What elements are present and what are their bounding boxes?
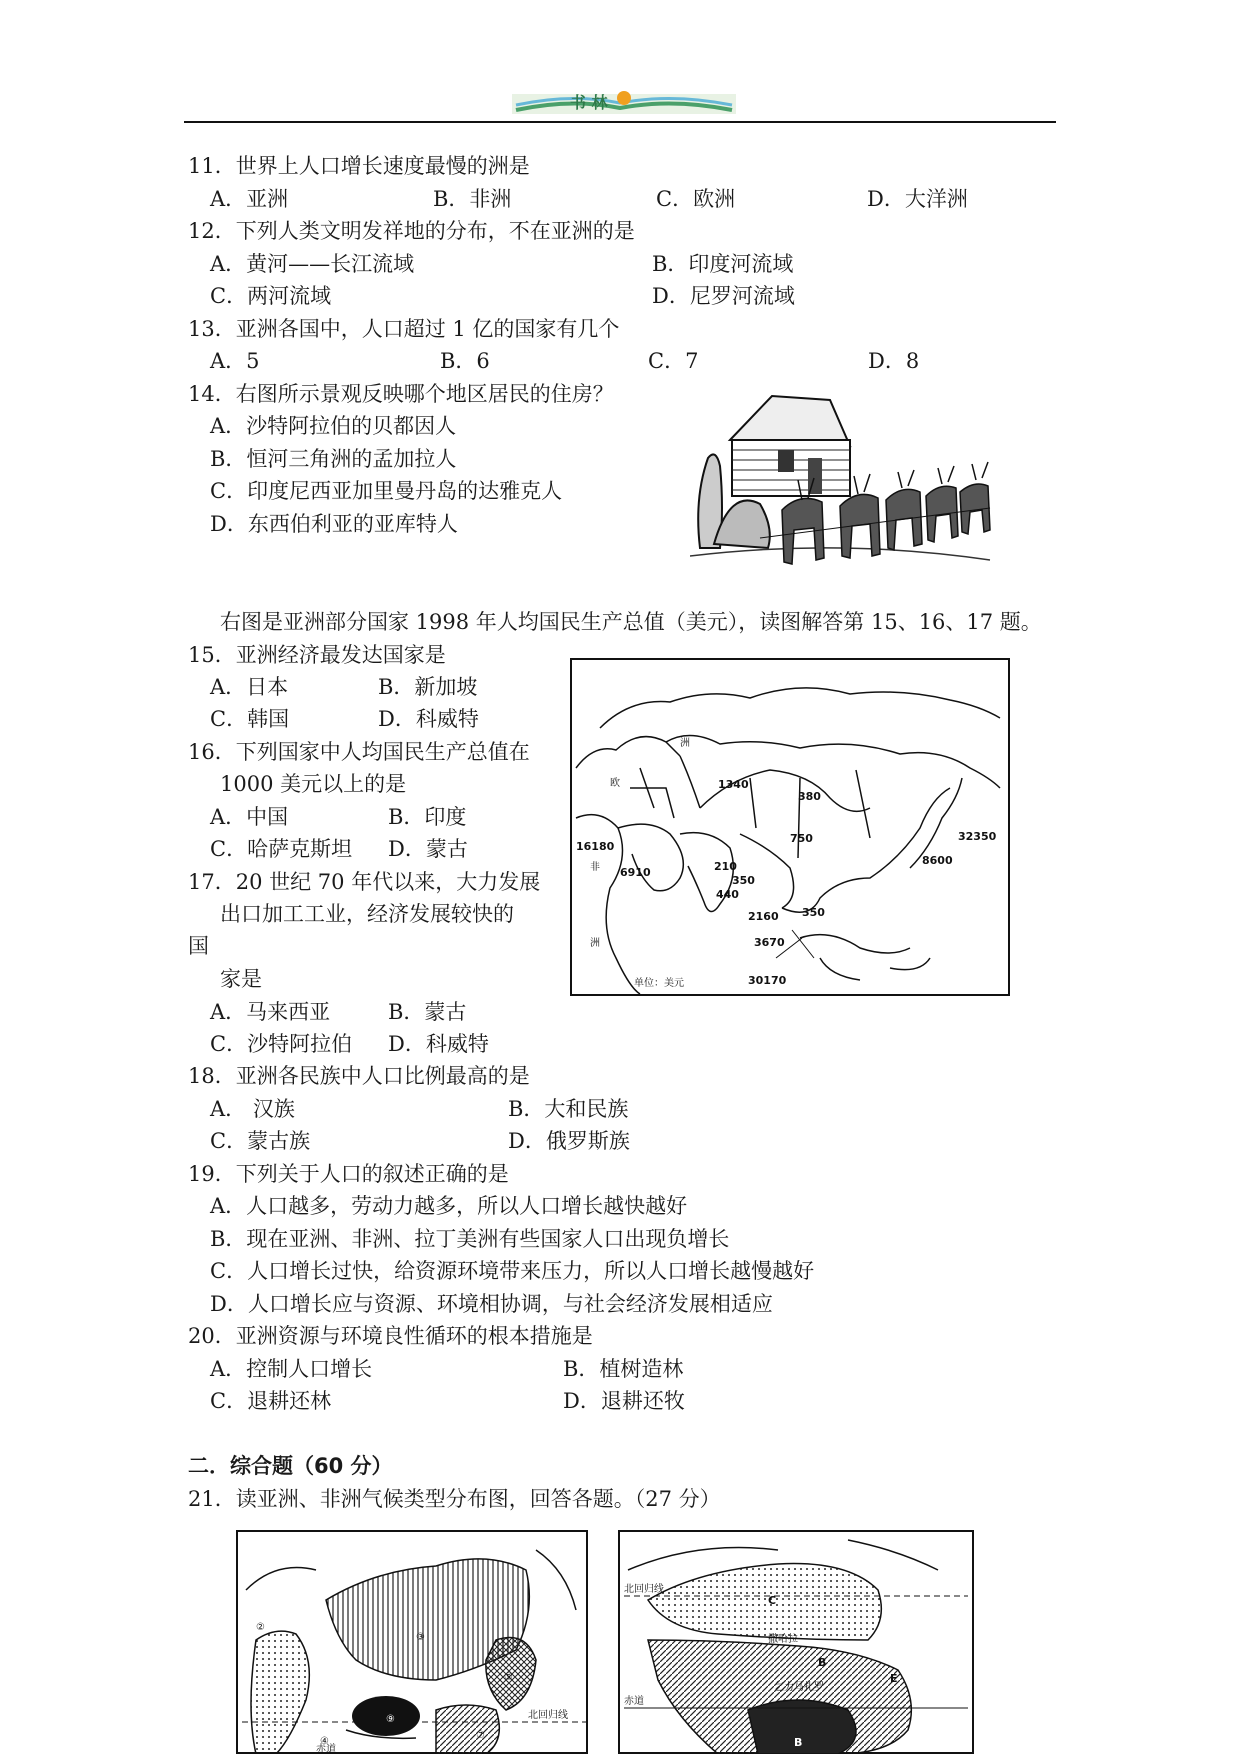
- q12-option-b: B．印度河流域: [652, 252, 794, 276]
- map-label-africa-1: 非: [590, 862, 600, 873]
- q16-option-c: C．哈萨克斯坦: [210, 837, 353, 861]
- q11-stem: 11．世界上人口增长速度最慢的洲是: [188, 154, 530, 178]
- q12-option-a: A．黄河——长江流域: [210, 252, 415, 276]
- q17-stem-line2: 出口加工工业，经济发展较快的: [220, 902, 514, 926]
- asia-climate-label-5: ⑤: [504, 1672, 513, 1683]
- africa-climate-label-e: E: [890, 1672, 898, 1685]
- map-label-europe-2: 欧: [610, 778, 620, 789]
- africa-climate-label-b: B: [818, 1656, 827, 1669]
- q11-option-c: C．欧洲: [656, 187, 736, 211]
- gnp-value-india: 440: [716, 888, 739, 901]
- q19-option-b: B．现在亚洲、非洲、拉丁美洲有些国家人口出现负增长: [210, 1227, 730, 1251]
- q18-option-d: D．俄罗斯族: [508, 1129, 630, 1153]
- q18-option-c: C．蒙古族: [210, 1129, 311, 1153]
- gnp-value-vietnam: 350: [802, 906, 825, 919]
- asia-tropic-label: 北回归线: [528, 1710, 568, 1721]
- yakut-house-illustration: [690, 388, 1010, 588]
- gnp-value-japan: 32350: [958, 830, 997, 843]
- q20-option-a: A．控制人口增长: [210, 1357, 373, 1381]
- africa-climate-label-c: C: [768, 1594, 777, 1607]
- q13-option-b: B．6: [440, 349, 490, 373]
- q12-option-d: D．尼罗河流域: [652, 284, 795, 308]
- gnp-value-mongolia: 380: [798, 790, 821, 803]
- q17-option-c: C．沙特阿拉伯: [210, 1032, 353, 1056]
- q17-stem-line4: 家是: [220, 967, 262, 991]
- map-unit-label: 单位：美元: [634, 978, 684, 989]
- q16-option-a: A．中国: [210, 805, 289, 829]
- map-intro: 右图是亚洲部分国家 1998 年人均国民生产总值（美元），读图解答第 15、16、17 题。: [220, 610, 1042, 634]
- q11-option-a: A．亚洲: [210, 187, 289, 211]
- africa-climate-label-b-south: B: [794, 1736, 803, 1749]
- gnp-value-singapore: 30170: [748, 974, 787, 987]
- q17-stem-line3: 国: [188, 934, 209, 958]
- q12-stem: 12．下列人类文明发祥地的分布，不在亚洲的是: [188, 219, 635, 243]
- q19-option-a: A．人口越多，劳动力越多，所以人口增长越快越好: [210, 1194, 688, 1218]
- asia-climate-label-3: ③: [416, 1632, 425, 1643]
- q17-stem-line1: 17．20 世纪 70 年代以来，大力发展: [188, 870, 541, 894]
- asia-climate-label-2: ②: [256, 1622, 265, 1633]
- gnp-value-kuwait: 16180: [576, 840, 615, 853]
- gnp-value-pakistan: 210: [714, 860, 737, 873]
- q18-option-a: A． 汉族: [210, 1097, 295, 1121]
- q13-stem: 13．亚洲各国中，人口超过 1 亿的国家有几个: [188, 317, 620, 341]
- gnp-value-korea: 8600: [922, 854, 953, 867]
- q16-option-d: D．蒙古: [388, 837, 468, 861]
- q20-option-b: B．植树造林: [563, 1357, 684, 1381]
- q19-stem: 19．下列关于人口的叙述正确的是: [188, 1162, 509, 1186]
- africa-equator-label: 赤道: [624, 1696, 644, 1707]
- asia-climate-label-9: ⑨: [386, 1714, 395, 1725]
- q11-option-d: D．大洋洲: [867, 187, 968, 211]
- asia-equator-label: 赤道: [316, 1744, 336, 1754]
- q12-option-c: C．两河流域: [210, 284, 332, 308]
- gnp-value-thailand: 2160: [748, 910, 779, 923]
- q16-stem-line1: 16．下列国家中人均国民生产总值在: [188, 740, 530, 764]
- africa-climate-map: [618, 1530, 974, 1754]
- q13-option-d: D．8: [868, 349, 920, 373]
- q15-option-b: B．新加坡: [378, 675, 478, 699]
- q19-option-d: D．人口增长应与资源、环境相协调，与社会经济发展相适应: [210, 1292, 773, 1316]
- q20-option-c: C．退耕还林: [210, 1389, 332, 1413]
- gnp-value-china: 750: [790, 832, 813, 845]
- section-2-title: 二．综合题（60 分）: [188, 1454, 393, 1478]
- africa-tropic-label: 北回归线: [624, 1584, 664, 1595]
- q17-option-a: A．马来西亚: [210, 1000, 331, 1024]
- bookstore-logo: [512, 88, 736, 118]
- q15-option-c: C．韩国: [210, 707, 290, 731]
- logo-text: 书 林: [570, 93, 608, 112]
- q11-option-b: B．非洲: [433, 187, 512, 211]
- q20-stem: 20．亚洲资源与环境良性循环的根本措施是: [188, 1324, 593, 1348]
- map-label-africa-2: 洲: [590, 938, 600, 949]
- africa-kilimanjaro-label: 乞力马扎罗: [774, 1682, 824, 1693]
- gnp-value-saudi-arabia: 6910: [620, 866, 651, 879]
- q20-option-d: D．退耕还牧: [563, 1389, 685, 1413]
- q17-option-d: D．科威特: [388, 1032, 489, 1056]
- q15-stem: 15．亚洲经济最发达国家是: [188, 643, 446, 667]
- q19-option-c: C．人口增长过快，给资源环境带来压力，所以人口增长越慢越好: [210, 1259, 815, 1283]
- q13-option-c: C．7: [648, 349, 699, 373]
- asia-climate-label-7: ⑦: [476, 1730, 485, 1741]
- q17-option-b: B．蒙古: [388, 1000, 467, 1024]
- q21-stem: 21．读亚洲、非洲气候类型分布图，回答各题。（27 分）: [188, 1487, 721, 1511]
- asia-gnp-map: [570, 658, 1010, 996]
- q14-option-a: A．沙特阿拉伯的贝都因人: [210, 414, 457, 438]
- q14-option-c: C．印度尼西亚加里曼丹岛的达雅克人: [210, 479, 563, 503]
- q14-option-b: B．恒河三角洲的孟加拉人: [210, 447, 457, 471]
- asia-climate-map: [236, 1530, 588, 1754]
- q16-stem-line2: 1000 美元以上的是: [220, 772, 407, 796]
- q15-option-d: D．科威特: [378, 707, 479, 731]
- q13-option-a: A．5: [210, 349, 260, 373]
- q14-stem: 14．右图所示景观反映哪个地区居民的住房？: [188, 382, 614, 406]
- q15-option-a: A．日本: [210, 675, 289, 699]
- q16-option-b: B．印度: [388, 805, 467, 829]
- gnp-value-malaysia: 3670: [754, 936, 785, 949]
- q14-option-d: D．东西伯利亚的亚库特人: [210, 512, 458, 536]
- africa-sahara-label: 撒哈拉: [768, 1634, 798, 1645]
- gnp-value-bangladesh: 350: [732, 874, 755, 887]
- map-label-europe-1: 洲: [680, 738, 690, 749]
- asia-climate-label-4: ④: [320, 1736, 329, 1747]
- gnp-value-kazakhstan: 1340: [718, 778, 749, 791]
- header-rule: [184, 121, 1056, 123]
- q18-option-b: B．大和民族: [508, 1097, 629, 1121]
- q18-stem: 18．亚洲各民族中人口比例最高的是: [188, 1064, 530, 1088]
